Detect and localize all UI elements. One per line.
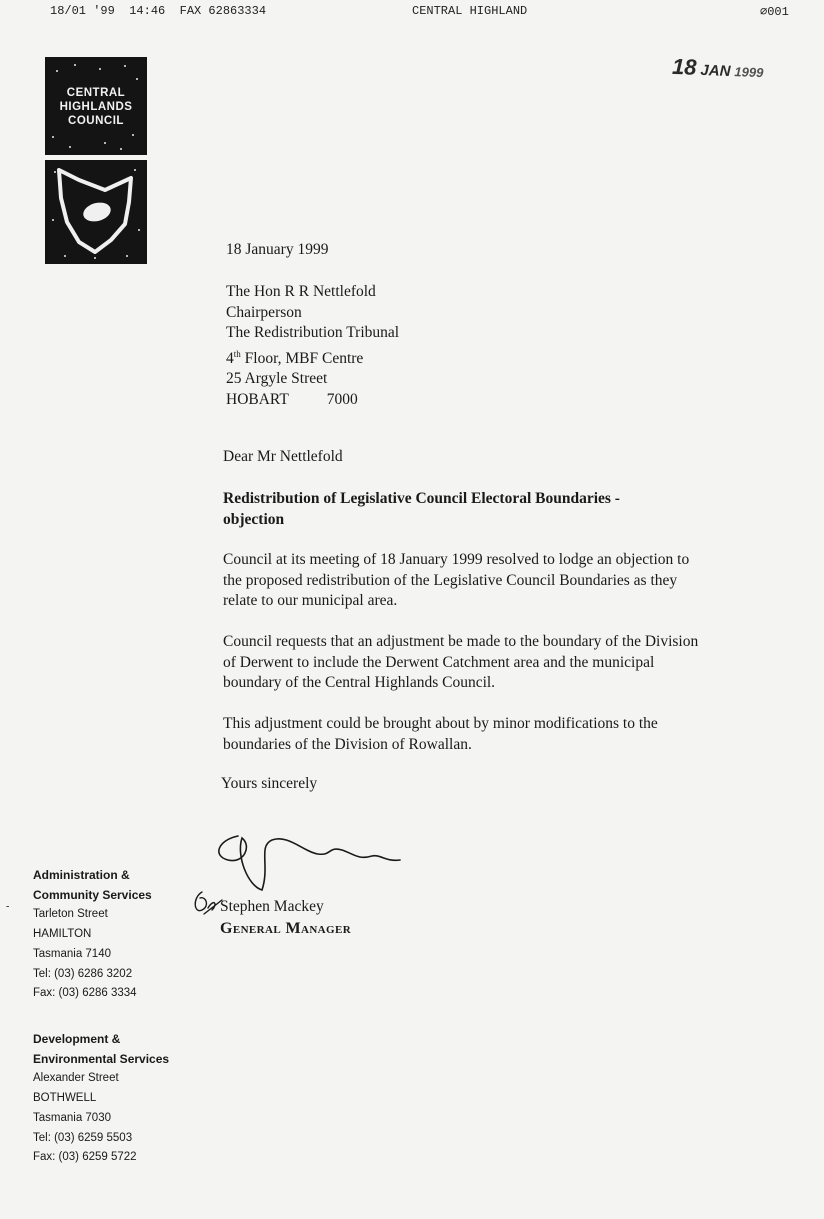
contact-heading: Community Services bbox=[33, 887, 152, 902]
contact-state: Tasmania 7140 bbox=[33, 947, 111, 960]
recipient-organisation: The Redistribution Tribunal bbox=[226, 324, 400, 341]
contact-heading: Environmental Services bbox=[33, 1051, 170, 1066]
fax-page-number: ∅001 bbox=[760, 5, 789, 19]
subject-line-1: Redistribution of Legislative Council Electoral Boundaries - bbox=[223, 490, 620, 507]
received-date-stamp bbox=[672, 54, 793, 86]
tasmania-map-icon bbox=[45, 160, 147, 264]
recipient-street: 25 Argyle Street bbox=[226, 370, 328, 388]
stamp-day: 18 bbox=[671, 53, 697, 80]
contact-fax: Fax: (03) 6286 3334 bbox=[33, 987, 137, 1000]
logo-line-3: COUNCIL bbox=[68, 115, 124, 127]
salutation: Dear Mr Nettlefold bbox=[223, 448, 343, 465]
contact-heading: Administration & bbox=[33, 868, 130, 882]
fax-header-sender: CENTRAL HIGHLAND bbox=[412, 4, 528, 18]
recipient-role: Chairperson bbox=[226, 303, 302, 321]
logo-line-2: HIGHLANDS bbox=[59, 101, 133, 113]
handwritten-signature bbox=[208, 826, 408, 896]
closing: Yours sincerely bbox=[221, 775, 318, 792]
contact-block-administration bbox=[33, 866, 203, 1004]
contact-fax: Fax: (03) 6259 5722 bbox=[33, 1151, 137, 1164]
fax-header-info: 18/01 '99 14:46 FAX 62863334 bbox=[50, 4, 267, 18]
fax-header bbox=[0, 4, 824, 20]
contact-block-development bbox=[33, 1030, 203, 1168]
stamp-month: JAN bbox=[700, 61, 731, 80]
signatory-name: Stephen Mackey bbox=[220, 898, 324, 915]
recipient-city-line bbox=[226, 390, 399, 411]
contact-state: Tasmania 7030 bbox=[33, 1111, 111, 1124]
recipient-floor-suffix: th bbox=[233, 348, 241, 359]
body-paragraph-1: Council at its meeting of 18 January 1999 resolved to lodge an objection to the proposed redistribution of the Legislative Council Boundaries as they relate to our municipal area. bbox=[223, 551, 690, 609]
recipient-city: HOBART bbox=[226, 390, 289, 408]
contact-street: Tarleton Street bbox=[33, 908, 108, 921]
recipient-postcode: 7000 bbox=[326, 390, 358, 408]
council-logo-emblem bbox=[45, 160, 147, 264]
contact-tel: Tel: (03) 6259 5503 bbox=[33, 1131, 133, 1144]
recipient-name: The Hon R R Nettlefold bbox=[226, 283, 376, 300]
recipient-floor-rest: Floor, MBF Centre bbox=[240, 349, 364, 367]
contact-street: Alexander Street bbox=[33, 1072, 119, 1085]
contact-town: BOTHWELL bbox=[33, 1092, 97, 1105]
logo-line-1: CENTRAL bbox=[66, 87, 126, 99]
letter-date: 18 January 1999 bbox=[226, 241, 329, 258]
margin-mark: - bbox=[6, 901, 10, 912]
recipient-floor bbox=[226, 344, 399, 370]
signatory-title: General Manager bbox=[220, 920, 352, 937]
contact-tel: Tel: (03) 6286 3202 bbox=[33, 967, 133, 980]
recipient-floor-number: 4 bbox=[226, 349, 234, 367]
body-paragraph-3: This adjustment could be brought about by minor modifications to the boundaries of the Division of Rowallan. bbox=[223, 715, 658, 753]
stamp-year: 1999 bbox=[734, 64, 764, 81]
recipient-address bbox=[226, 282, 399, 410]
council-logo-wordmark bbox=[45, 57, 147, 155]
subject-line bbox=[223, 489, 693, 530]
body-paragraph-2: Council requests that an adjustment be made to the boundary of the Division of Derwent to include the Derwent Catchment area and the municipal boundary of the Central Highlands Council. bbox=[223, 633, 699, 691]
subject-line-2: objection bbox=[223, 510, 285, 528]
contact-heading: Development & bbox=[33, 1032, 121, 1046]
contact-town: HAMILTON bbox=[33, 928, 92, 941]
